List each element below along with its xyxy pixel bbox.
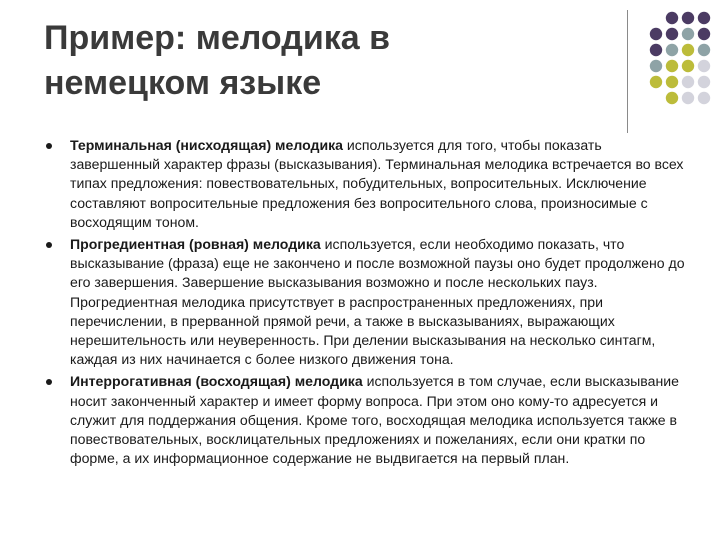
decorative-dot-grid <box>640 10 720 110</box>
bullet-term: Терминальная (нисходящая) мелодика <box>70 137 344 153</box>
bullet-term: Интеррогативная (восходящая) мелодика <box>70 373 363 390</box>
decor-dot <box>682 28 694 40</box>
decor-dot <box>666 28 678 40</box>
decor-dot <box>682 60 694 72</box>
bullet-marker <box>46 242 52 248</box>
decor-dot <box>650 76 662 88</box>
decor-dot <box>682 12 694 24</box>
decor-dot <box>666 60 678 72</box>
bullet-item-terminal <box>46 136 686 232</box>
bullet-paragraph <box>70 235 686 369</box>
slide-title <box>44 16 604 106</box>
bullet-list <box>46 136 686 468</box>
decor-dot <box>650 44 662 56</box>
bullet-paragraph <box>70 372 686 468</box>
decor-dot <box>666 92 678 104</box>
decor-dot <box>698 12 710 24</box>
bullet-item-progredient <box>46 235 686 369</box>
decor-dot <box>650 28 662 40</box>
decor-dot <box>682 76 694 88</box>
bullet-body: используется для того, чтобы показать завершенный характер фразы (высказывания). Терминальная мелодика встречается во всех типах предложения: повествовательных, побудительных, вопросительных. Исключение составляют вопросительные предложения без вопросительного слова, произносимые с восходящим тоном. <box>70 137 684 230</box>
decor-dot <box>666 12 678 24</box>
decor-dot <box>666 44 678 56</box>
bullet-body: используется, если необходимо показать, что высказывание (фраза) еще не закончено и после возможной паузы оно будет продолжено до его завершения. Завершение высказывания возможно и после нескольких пауз. Прогредиентная мелодика присутствует в распространенных предложениях, при перечислении, в прерванной прямой речи, а также в высказываниях, выражающих нерешительность или неуверенность. При делении высказывания на несколько синтагм, каждая из них начинается с более низкого движения тона. <box>70 236 685 368</box>
bullet-marker <box>46 143 52 149</box>
decor-dot <box>698 92 710 104</box>
slide-title-line-2: немецком языке <box>44 64 322 102</box>
bullet-body: используется в том случае, если высказывание носит законченный характер и имеет форму вопроса. При этом оно кому-то адресуется и служит для поддержания общения. Кроме того, восходящая мелодика используется также в повествовательных, восклицательных предложениях и пожеланиях, если они кратки по форме, а их информационное содержание не выдвигается на первый план. <box>70 373 679 467</box>
bullet-marker <box>46 379 52 385</box>
bullet-paragraph <box>70 136 686 232</box>
slide-title-line-1: Пример: мелодика в <box>44 19 390 57</box>
decor-dot <box>698 44 710 56</box>
bullet-item-interrogative <box>46 372 686 468</box>
bullet-term: Прогредиентная (ровная) мелодика <box>70 236 321 253</box>
decor-dot <box>682 44 694 56</box>
decor-dot <box>698 60 710 72</box>
decor-dot <box>666 76 678 88</box>
decor-dot <box>698 76 710 88</box>
decor-dot <box>682 92 694 104</box>
decor-dot <box>698 28 710 40</box>
vertical-divider <box>627 10 628 133</box>
decor-dot <box>650 60 662 72</box>
